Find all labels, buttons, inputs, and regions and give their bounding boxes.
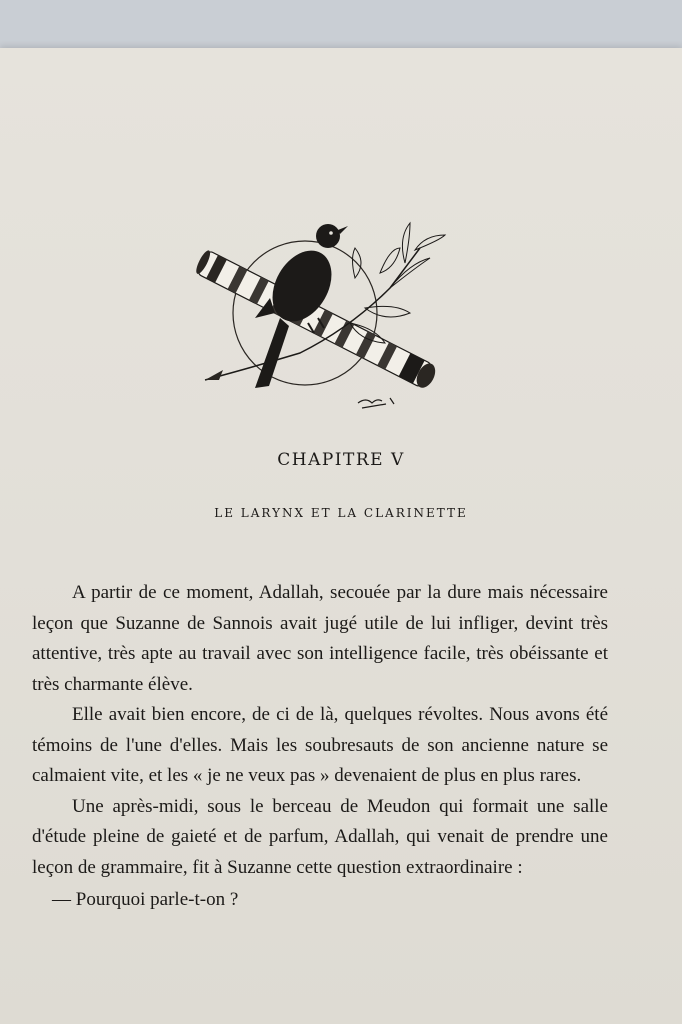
chapter-body <box>32 578 608 916</box>
paragraph: A partir de ce moment, Adallah, secouée par la dure mais nécessaire leçon que Suzanne de Sannois avait jugé utile de lui infliger, devint très attentive, très apte au travail avec son intelligence facile, très obéissante et très charmante élève. <box>32 582 608 695</box>
book-page <box>0 48 682 1024</box>
chapter-subtitle: LE LARYNX ET LA CLARINETTE <box>214 506 468 520</box>
chapter-title: CHAPITRE V <box>277 450 405 470</box>
paragraph: Une après-midi, sous le berceau de Meudon qui formait une salle d'étude pleine de gaieté et de parfum, Adallah, qui venait de prendre une leçon de grammaire, fit à Suzanne cette question extraordinaire : <box>32 795 608 878</box>
bird-on-clarinet-icon <box>190 168 460 418</box>
paragraph: Elle avait bien encore, de ci de là, quelques révoltes. Nous avons été témoins de l'une d'elles. Mais les soubresauts de son ancienne nature se calmaient vite, et les « je ne veux pas » devenaient de plus en plus rares. <box>32 704 608 786</box>
dialogue-line: — Pourquoi parle-t-on ? <box>52 889 239 910</box>
